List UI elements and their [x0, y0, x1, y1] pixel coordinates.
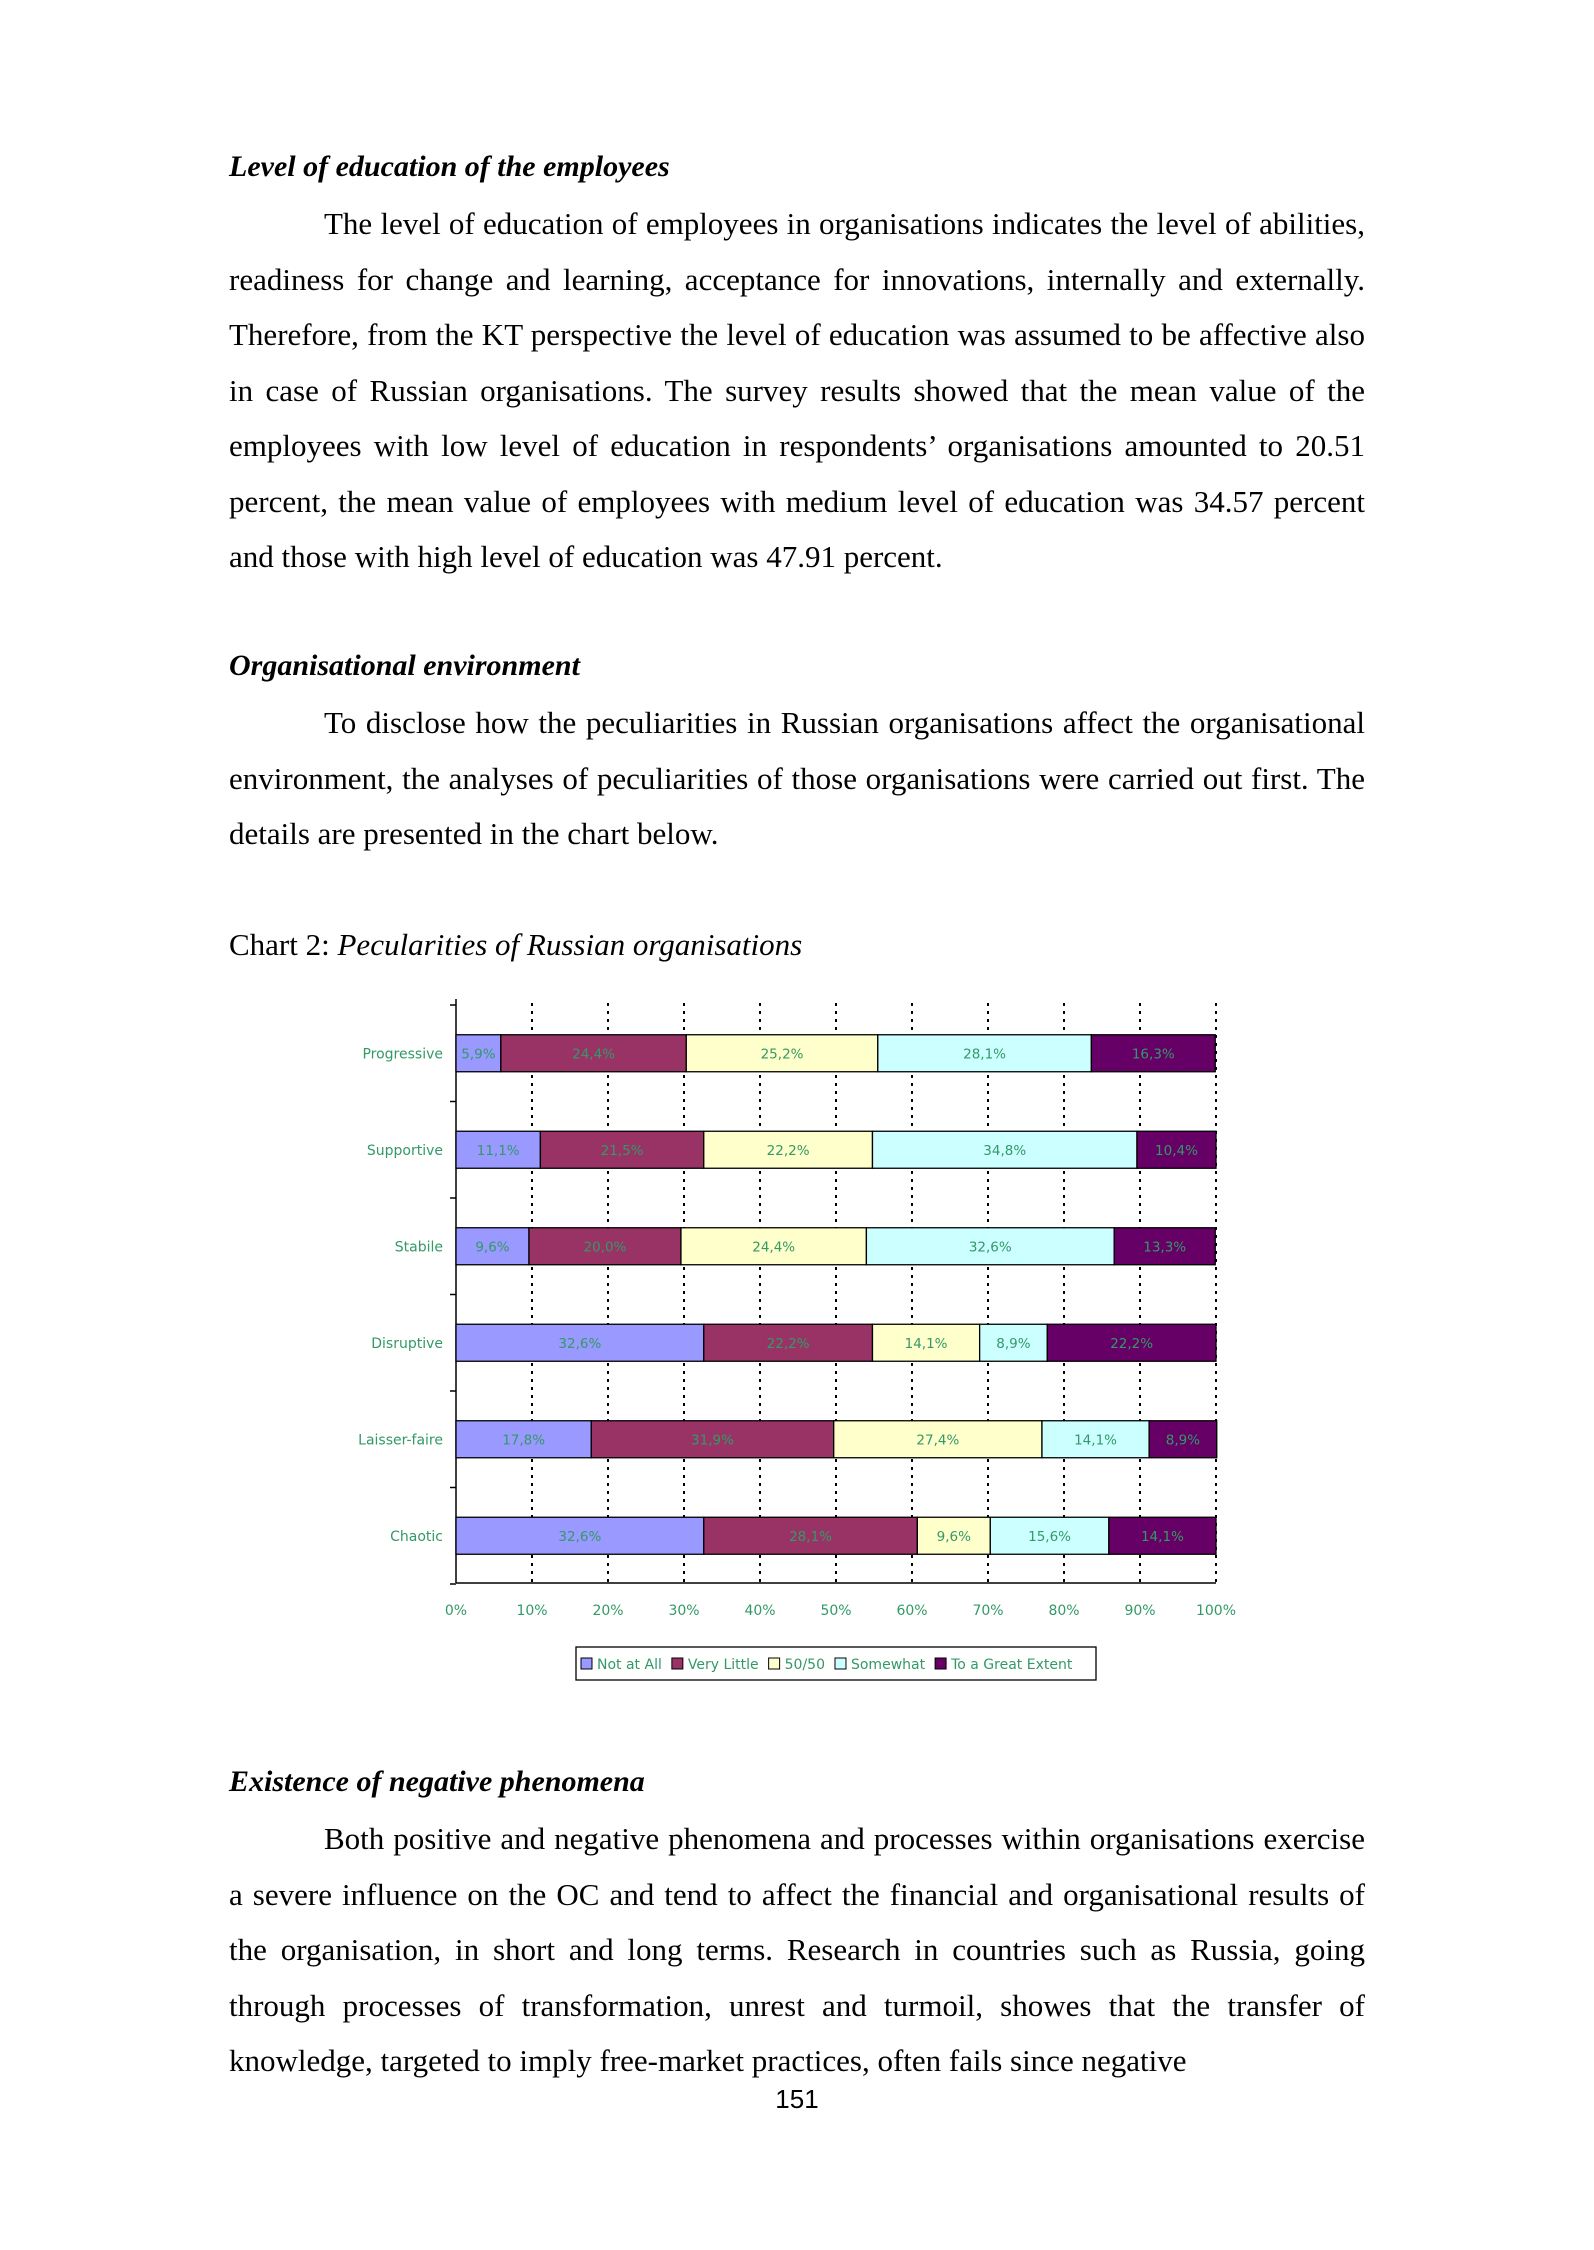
chart-caption-title: Pecularities of Russian organisations [337, 927, 803, 962]
data-label: 9,6% [936, 1528, 971, 1545]
data-label: 25,2% [760, 1046, 804, 1063]
legend-swatch [769, 1658, 780, 1669]
x-tick-label: 90% [1124, 1603, 1156, 1619]
category-label: Chaotic [390, 1528, 443, 1545]
data-label: 28,1% [963, 1046, 1007, 1063]
data-label: 5,9% [461, 1046, 496, 1063]
category-label: Laisser-faire [358, 1432, 443, 1449]
x-tick-label: 40% [744, 1603, 776, 1619]
x-tick-label: 0% [444, 1603, 468, 1619]
x-tick-label: 60% [896, 1603, 928, 1619]
data-label: 11,1% [476, 1142, 520, 1159]
section-heading-negative: Existence of negative phenomena [229, 1765, 645, 1798]
legend-swatch [835, 1658, 846, 1669]
data-label: 16,3% [1131, 1046, 1175, 1063]
data-label: 9,6% [475, 1239, 510, 1256]
x-tick-label: 10% [516, 1603, 548, 1619]
data-label: 27,4% [916, 1432, 960, 1449]
chart-caption [229, 927, 1369, 963]
legend-label: Very Little [687, 1657, 759, 1673]
data-label: 28,1% [789, 1528, 832, 1545]
data-label: 8,9% [996, 1335, 1031, 1352]
peculiarities-chart [300, 985, 1280, 1685]
data-label: 32,6% [968, 1239, 1012, 1256]
x-tick-label: 30% [668, 1603, 700, 1619]
paragraph-education: The level of education of employees in organisations indicates the level of abilities, readiness for change and learning, acceptance for innovations, internally and externally. Therefore, from the KT perspective the level of education was assumed to be affective also in case of Russian organisations. The survey results showed that the mean value of the employees with low level of education in respondents’ organisations amounted to 20.51 percent, the mean value of employees with medium level of education was 34.57 percent and those with high level of education was 47.91 percent. [229, 206, 1365, 574]
data-label: 13,3% [1143, 1239, 1187, 1256]
data-label: 14,1% [1074, 1432, 1117, 1449]
data-label: 34,8% [983, 1142, 1027, 1159]
data-label: 32,6% [558, 1528, 602, 1545]
section-heading-environment: Organisational environment [229, 649, 580, 682]
data-label: 24,4% [572, 1046, 616, 1063]
legend-swatch [672, 1658, 683, 1669]
x-tick-label: 20% [592, 1603, 624, 1619]
x-tick-label: 70% [972, 1603, 1004, 1619]
x-tick-label: 80% [1048, 1603, 1080, 1619]
data-label: 14,1% [1140, 1528, 1184, 1545]
data-label: 17,8% [502, 1432, 546, 1449]
data-label: 32,6% [558, 1335, 602, 1352]
data-label: 14,1% [904, 1335, 948, 1352]
legend-label: 50/50 [784, 1657, 825, 1673]
data-label: 31,9% [691, 1432, 734, 1449]
legend-swatch [935, 1658, 946, 1669]
data-label: 22,2% [766, 1142, 810, 1159]
legend-label: Somewhat [850, 1657, 926, 1673]
data-label: 24,4% [752, 1239, 796, 1256]
x-tick-label: 100% [1195, 1603, 1237, 1619]
data-label: 20,0% [583, 1239, 627, 1256]
data-label: 8,9% [1165, 1432, 1201, 1449]
paragraph-environment: To disclose how the peculiarities in Russian organisations affect the organisational environment, the analyses of peculiarities of those organisations were carried out first. The details are presented in the chart below. [229, 705, 1365, 851]
category-label: Stabile [394, 1239, 443, 1256]
data-label: 10,4% [1155, 1142, 1198, 1159]
x-tick-label: 50% [820, 1603, 852, 1619]
category-label: Disruptive [371, 1335, 443, 1352]
legend-label: Not at All [597, 1657, 662, 1673]
section-heading-education: Level of education of the employees [229, 150, 670, 183]
data-label: 22,2% [1110, 1335, 1154, 1352]
page-number: 151 [775, 2084, 819, 2114]
data-label: 21,5% [600, 1142, 644, 1159]
legend-swatch [581, 1658, 592, 1669]
paragraph-negative: Both positive and negative phenomena and processes within organisations exercise a severe influence on the OC and tend to affect the financial and organisational results of the organisation, in short and long terms. Research in countries such as Russia, going through processes of transformation, unrest and turmoil, showes that the transfer of knowledge, targeted to imply free-market practices, often fails since negative [229, 1821, 1365, 2078]
category-label: Progressive [362, 1046, 443, 1063]
chart-caption-prefix: Chart 2: [229, 927, 338, 962]
data-label: 15,6% [1028, 1528, 1072, 1545]
data-label: 22,2% [766, 1335, 810, 1352]
category-label: Supportive [366, 1142, 443, 1159]
legend-label: To a Great Extent [951, 1657, 1073, 1673]
